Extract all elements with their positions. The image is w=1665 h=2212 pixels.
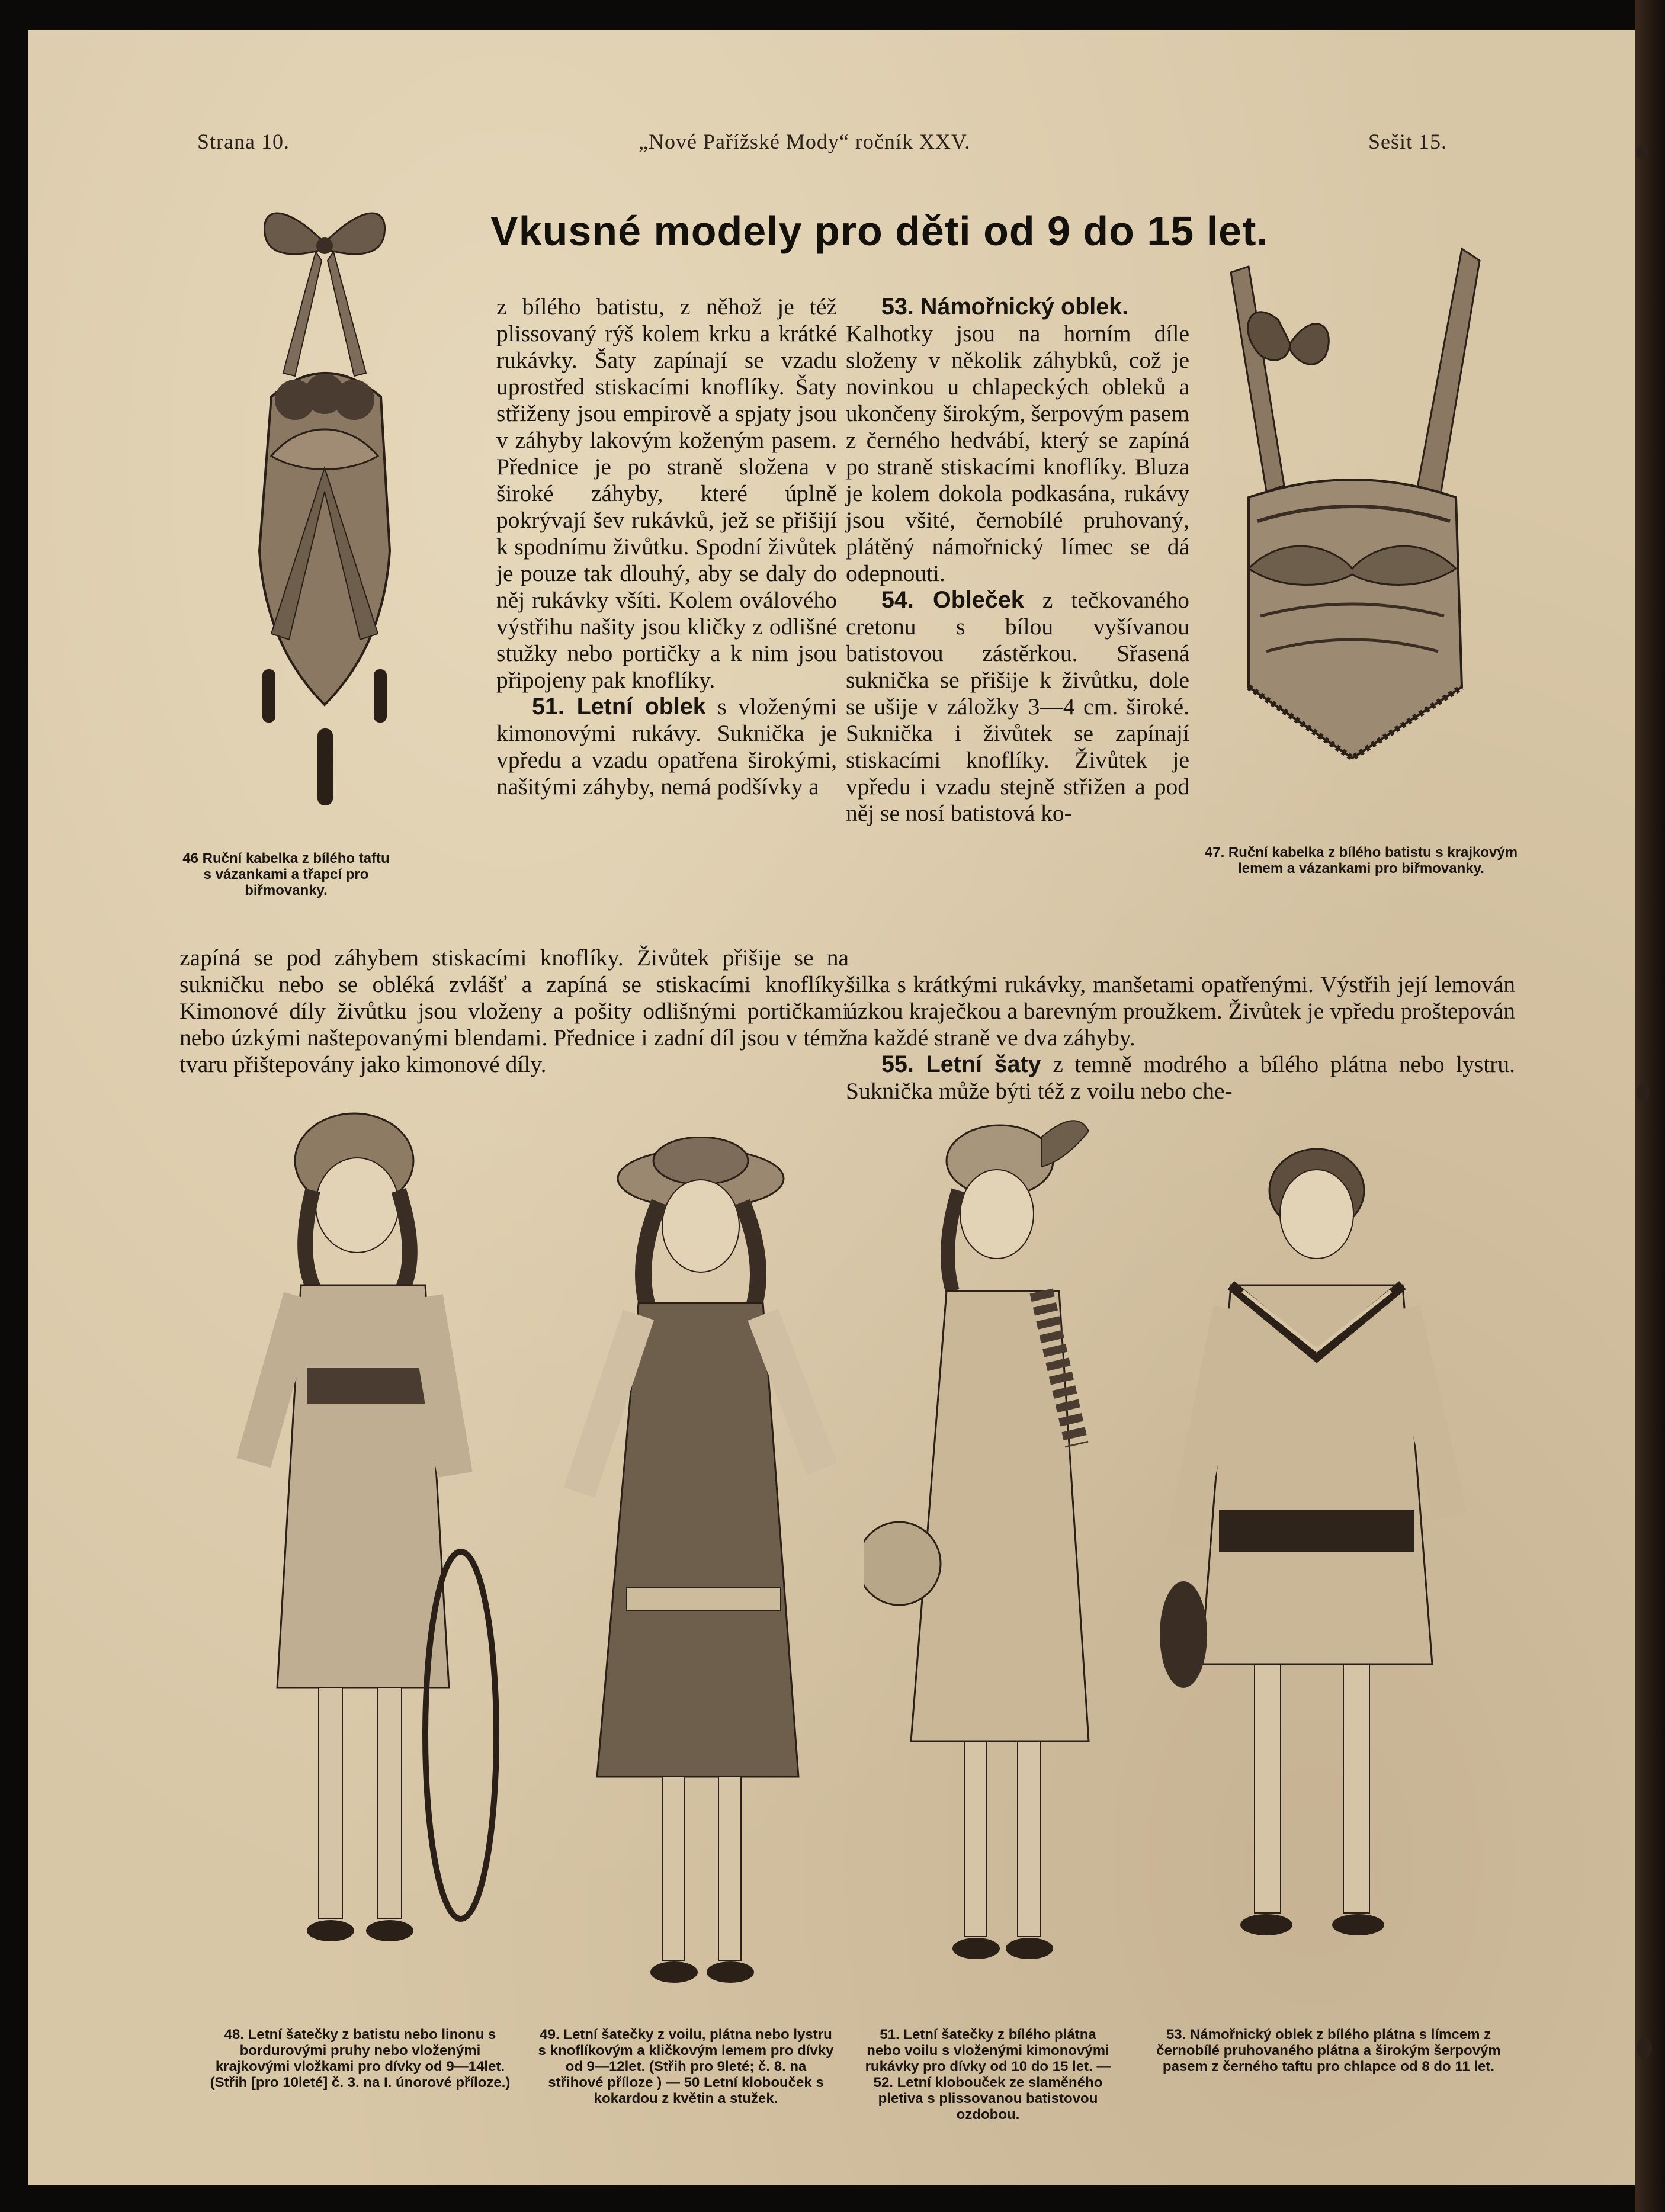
paragraph-53: Kalhotky jsou na horním díle složeny v několik záhybků, což je novinkou u chlapeckých obleků a ukončeny širokým, šerpovým pasem z černého hedvábí, který se zapíná po straně stiskacími knoflíky. Bluza je kolem dokola podkasána, rukávy jsou všité, černobílé pruhovaný, plátěný námořnický límec se dá odepnouti. [846, 320, 1189, 586]
article-title: Vkusné modely pro děti od 9 do 15 let. [490, 208, 1269, 254]
girl-with-bouquet-illustration [864, 1113, 1124, 2002]
text-column-a [496, 294, 837, 945]
paragraph-54-continued: šilka s krátkými rukávky, manšetami opatřenými. Výstřih její lemován úzkou kraječkou a barevným proužkem. Živůtek je vpředu proštepován na každé straně ve dva záhyby. [846, 971, 1515, 1051]
scan-edge [1635, 0, 1665, 2212]
paragraph-50-continued: z bílého batistu, z něhož je též plissovaný rýš kolem krku a krátké rukávky. Šaty zapínají se vzadu uprostřed stiskacími knoflíky. Šaty střiženy jsou empirově a spjaty jsou v záhyby lakovým koženým pasem. Přednice je po straně složena v široké záhyby, které úplně pokrývají šev rukávků, jež se přišijí k spodnímu živůtku. Spodní živůtek je pouze tak dlouhý, aby se daly do něj rukávky všíti. Kolem oválového výstřihu našity jsou kličky z odlišné stužky nebo portičky a k nim jsou připojeny pak knoflíky. [496, 294, 837, 693]
caption-49: 49. Letní šatečky z voilu, plátna nebo lystru s knoflíkovým a kličkovým lemem pro dívky od 9—12let. (Střih pro 9leté; č. 8. na střihové příloze ) — 50 Letní klobouček s kokardou z květin a stužek. [538, 2027, 834, 2107]
paragraph-55-text: z temně modrého a bílého plátna nebo lystru. Suknička může býti též z voilu nebo che- [846, 1051, 1515, 1104]
paragraph-51-continued: zapíná se pod záhybem stiskacími knoflíky. Živůtek přišije se na sukničku nebo se obléká zvlášť a zapíná se stiskacími knoflíky. Kimonové díly živůtku jsou vloženy a pošity odlišnými portičkami nebo úzkými naštepovanými blendami. Přednice i zadní díl jsou v témž tvaru přištepovány jako kimonové díly. [179, 945, 849, 1077]
text-column-bottom-right [846, 971, 1515, 1105]
heading-51: 51. Letní oblek [532, 694, 706, 720]
paragraph-54 [846, 587, 1189, 827]
paragraph-51 [496, 694, 837, 800]
ink-speck [1637, 2037, 1652, 2059]
magazine-title: „Nové Pařížské Mody“ ročník XXV. [639, 130, 971, 153]
paragraph-54-text: z tečkovaného cretonu s bílou vyšívanou batistovou zástěrkou. Sřasená suknička se přišije k živůtku, dole se ušije v záložky 3—4 cm. široké. Suknička i živůtek se zapínají stiskacími knoflíky. Živůtek je vpředu i vzadu stejně střižen a pod něj se nosí batistová ko- [846, 587, 1189, 826]
heading-54: 54. Obleček [881, 587, 1024, 613]
caption-46: 46 Ruční kabelka z bílého taftu s vázankami a třapcí pro biřmovanky. [182, 850, 390, 898]
handbag-batiste-illustration [1213, 237, 1491, 800]
text-column-b [846, 294, 1189, 987]
page-number: Strana 10. [197, 130, 290, 153]
paragraph-55 [846, 1051, 1515, 1105]
issue-number: Sešit 15. [1368, 130, 1448, 153]
paragraph-51-text: s vloženými kimonovými rukávy. Suknička je vpředu a vzadu opatřena širokými, našitými záhyby, nemá podšívky a [496, 694, 837, 800]
handbag-taffeta-illustration [248, 195, 402, 823]
caption-51: 51. Letní šatečky z bílého plátna nebo voilu s vloženými kimonovými rukávky pro dívky od 10 do 15 let. — 52. Letní klobouček ze slaměného pletiva s plissovanou batistovou ozdobou. [865, 2027, 1111, 2123]
heading-55: 55. Letní šaty [881, 1051, 1041, 1077]
ink-speck [1637, 145, 1648, 159]
heading-53: 53. Námořnický oblek. [881, 294, 1129, 320]
girl-in-hat-illustration [562, 1137, 840, 2002]
caption-48: 48. Letní šatečky z batistu nebo linonu s bordurovými pruhy nebo vloženými krajkovými vložkami pro dívky od 9—14let. (Střih [pro 10leté] č. 3. na I. únorové příloze.) [210, 2027, 511, 2091]
magazine-page [28, 30, 1635, 2185]
text-column-bottom-left [179, 945, 849, 1078]
caption-53: 53. Námořnický oblek z bílého plátna s límcem z černobílé pruhovaného plátna a širokým šerpovým pasem z černého taftu pro chlapce od 8 do 11 let. [1156, 2027, 1501, 2075]
girl-with-hoop-illustration [230, 1107, 526, 2002]
caption-47: 47. Ruční kabelka z bílého batistu s krajkovým lemem a vázankami pro biřmovanky. [1204, 845, 1518, 877]
boy-sailor-suit-illustration [1154, 1131, 1474, 1996]
ink-speck [1637, 1084, 1650, 1102]
